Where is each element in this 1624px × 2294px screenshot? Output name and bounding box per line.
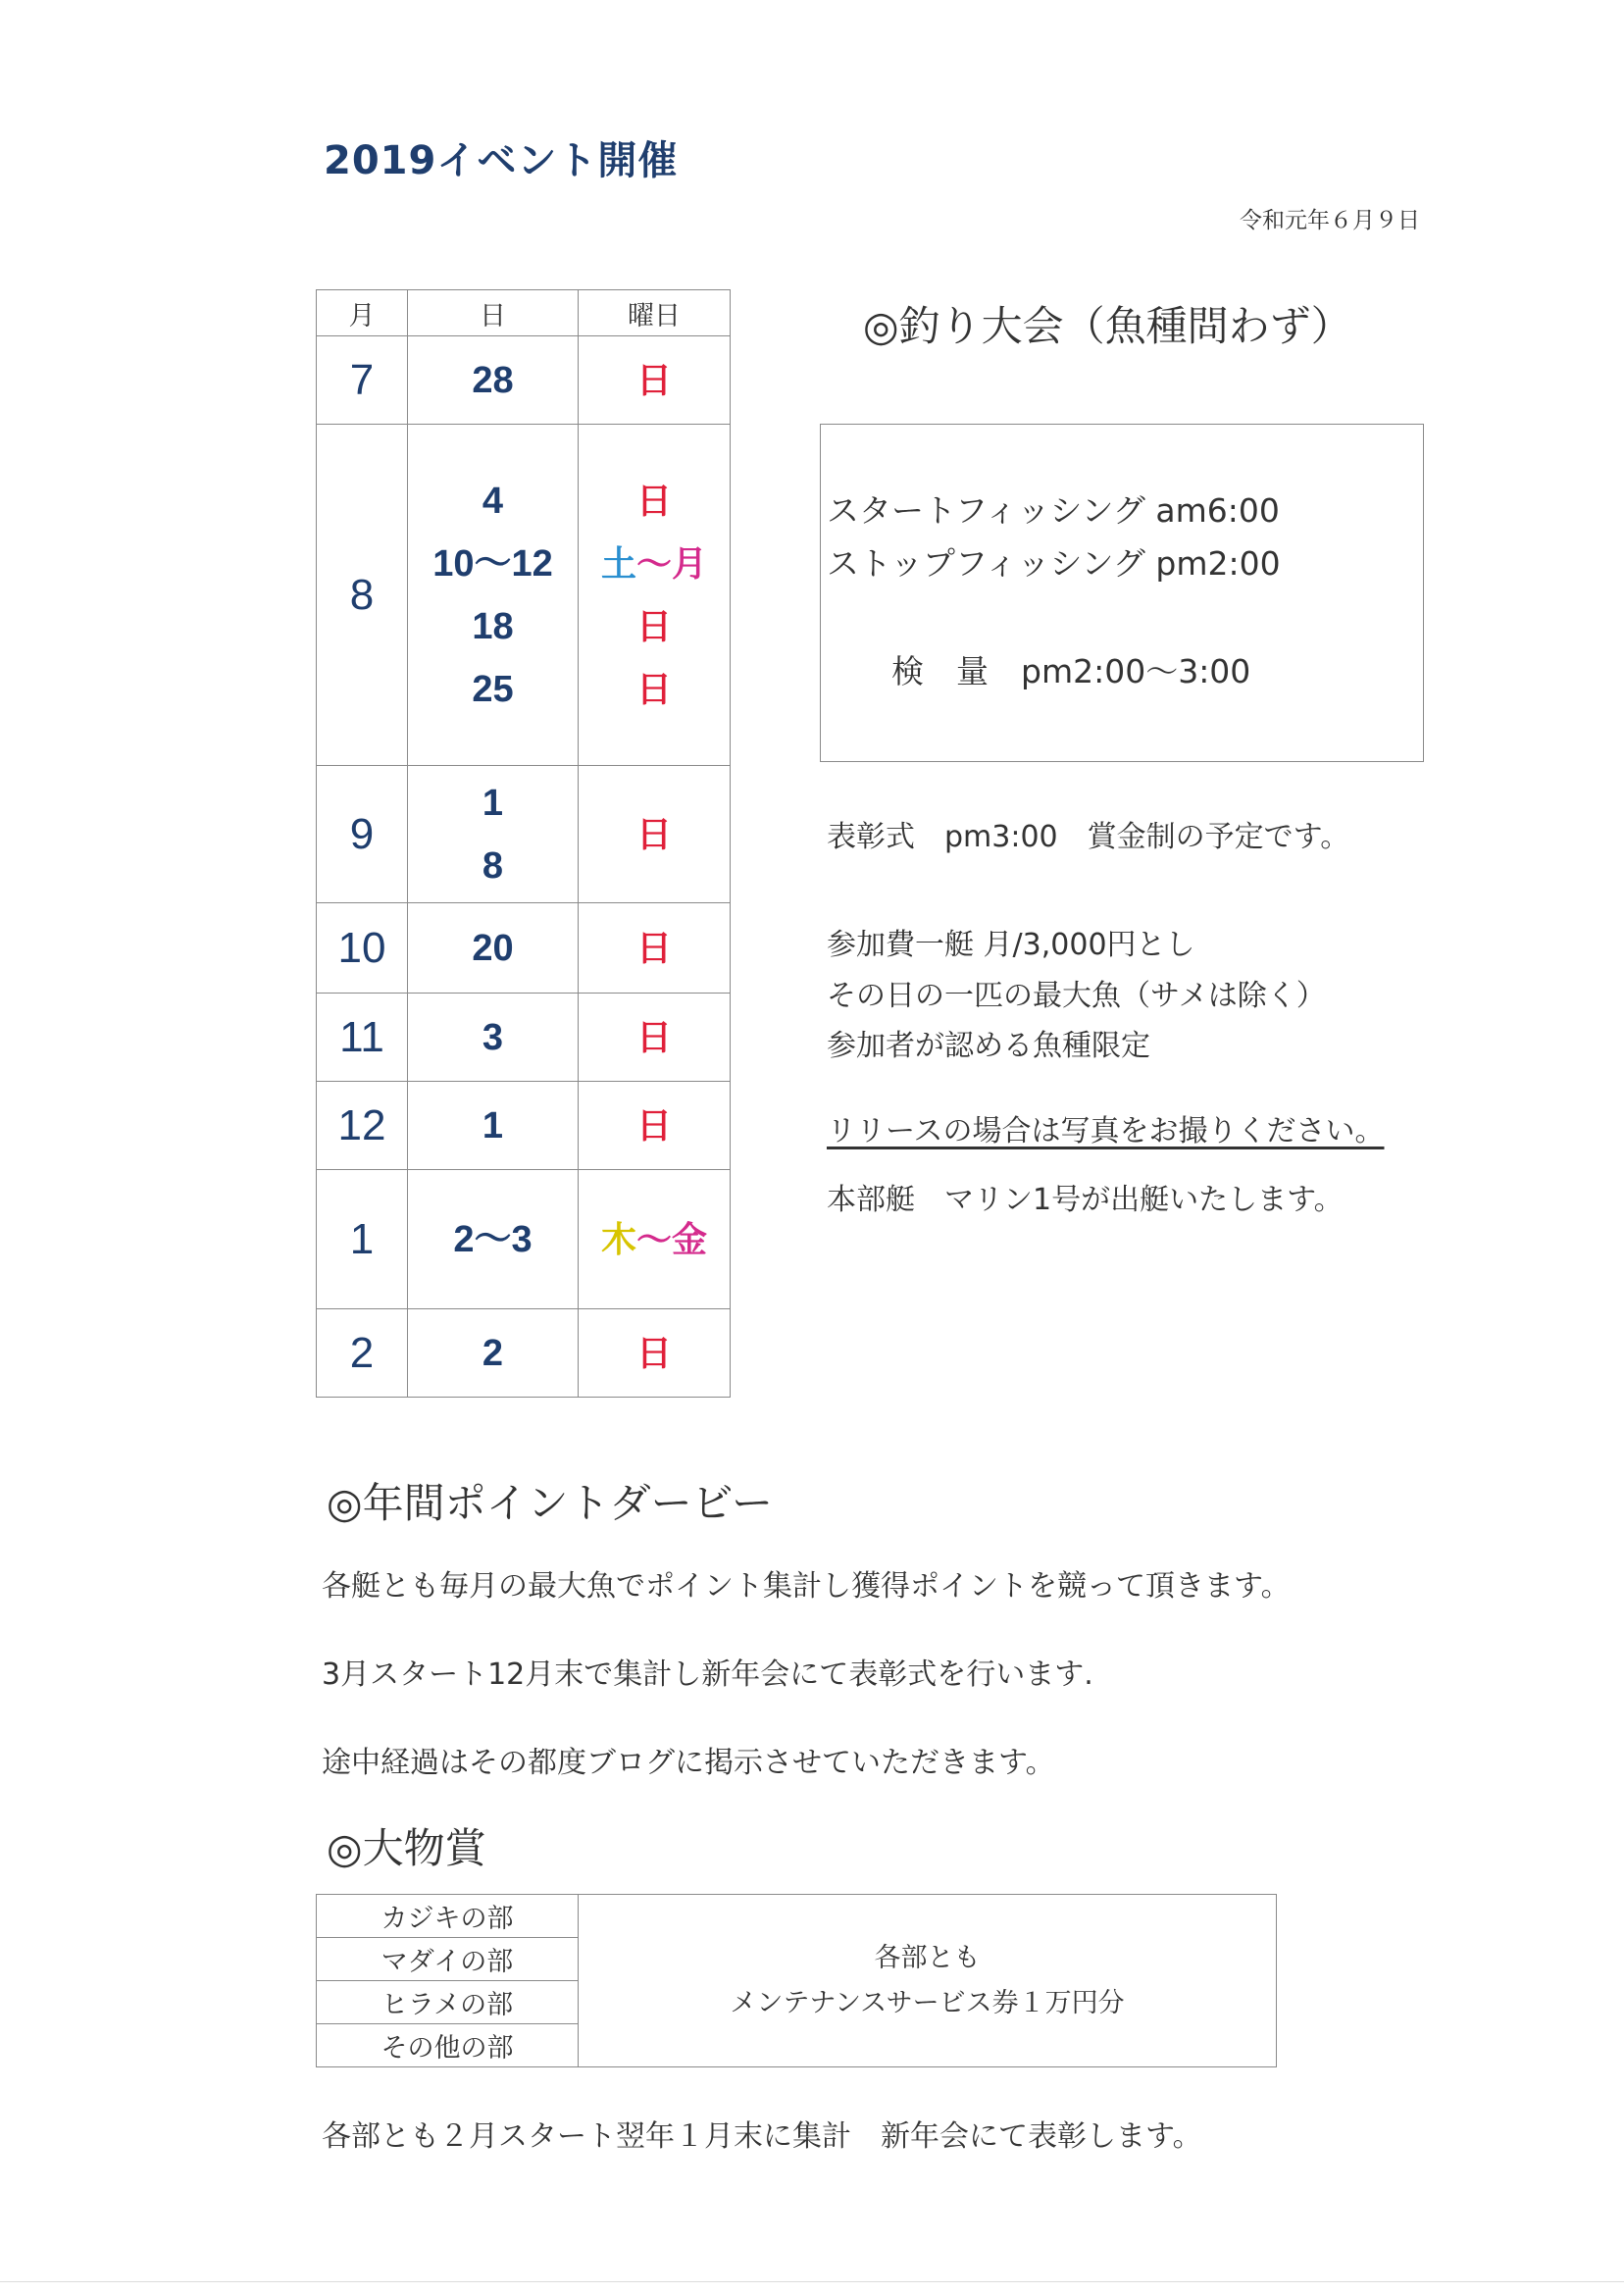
day-value: 8 bbox=[482, 844, 504, 887]
release-note: リリースの場合は写真をお撮りください。 bbox=[827, 1114, 1385, 1148]
weekday-cell bbox=[579, 766, 731, 903]
schedule-table bbox=[316, 289, 731, 1398]
weekday-value bbox=[579, 533, 730, 595]
day-value: 25 bbox=[472, 668, 514, 710]
page-title: 2019イベント開催 bbox=[324, 138, 679, 183]
weigh-in-time: 検 量 pm2:00〜3:00 bbox=[891, 652, 1251, 690]
day-value: 1 bbox=[482, 1104, 504, 1147]
schedule-row bbox=[317, 425, 731, 766]
big-fish-footer: 各部とも２月スタート翌年１月末に集計 新年会にて表彰します。 bbox=[322, 2119, 1202, 2154]
day-value: 1 bbox=[482, 782, 504, 824]
weekday-value bbox=[579, 1208, 730, 1271]
prize-line: メンテナンスサービス券１万円分 bbox=[730, 1987, 1125, 2018]
fee-line: 参加者が認める魚種限定 bbox=[827, 1029, 1150, 1063]
fishing-times-box bbox=[820, 424, 1424, 762]
page-bottom-divider bbox=[0, 2281, 1624, 2282]
day-cell bbox=[408, 1170, 579, 1309]
day-value: 28 bbox=[472, 359, 514, 401]
big-fish-heading: ◎大物賞 bbox=[327, 1824, 486, 1872]
table-row bbox=[317, 1895, 1277, 1938]
weekday-part: 木 bbox=[600, 1218, 636, 1259]
weekday-value: 日 bbox=[635, 1332, 672, 1373]
day-value: 2 bbox=[482, 1332, 504, 1374]
schedule-body bbox=[317, 336, 731, 1398]
weekday-part: 土 bbox=[600, 542, 636, 584]
month-cell: 7 bbox=[317, 336, 408, 425]
month-cell: 9 bbox=[317, 766, 408, 903]
prize-line: 各部とも bbox=[874, 1942, 981, 1973]
category-cell: カジキの部 bbox=[317, 1895, 579, 1938]
schedule-row bbox=[317, 1082, 731, 1170]
document-date: 令和元年６月９日 bbox=[1240, 208, 1420, 233]
fishing-heading: ◎釣り大会（魚種問わず） bbox=[863, 302, 1352, 350]
derby-heading: ◎年間ポイントダービー bbox=[327, 1479, 773, 1527]
derby-text: 途中経過はその都度ブログに掲示させていただきます。 bbox=[322, 1746, 1055, 1780]
weekday-value: 日 bbox=[635, 927, 672, 968]
hq-boat-note: 本部艇 マリン1号が出艇いたします。 bbox=[827, 1183, 1344, 1217]
day-cell bbox=[408, 994, 579, 1082]
schedule-row bbox=[317, 766, 731, 903]
weekday-part: 〜月 bbox=[636, 542, 708, 584]
day-cell bbox=[408, 903, 579, 994]
weekday-value: 日 bbox=[635, 1104, 672, 1146]
category-cell: その他の部 bbox=[317, 2024, 579, 2067]
header-weekday: 曜日 bbox=[579, 290, 731, 336]
day-cell bbox=[408, 336, 579, 425]
header-month: 月 bbox=[317, 290, 408, 336]
schedule-row bbox=[317, 336, 731, 425]
weekday-cell bbox=[579, 1309, 731, 1398]
month-cell: 2 bbox=[317, 1309, 408, 1398]
start-fishing-time: スタートフィッシング am6:00 bbox=[827, 491, 1280, 530]
month-cell: 10 bbox=[317, 903, 408, 994]
month-cell: 12 bbox=[317, 1082, 408, 1170]
header-day: 日 bbox=[408, 290, 579, 336]
weekday-value: 日 bbox=[635, 359, 672, 400]
weekday-value: 日 bbox=[635, 1016, 672, 1057]
weekday-cell bbox=[579, 1170, 731, 1309]
weekday-value: 日 bbox=[635, 605, 672, 646]
weekday-part: 〜金 bbox=[636, 1218, 708, 1259]
month-cell: 1 bbox=[317, 1170, 408, 1309]
weekday-cell bbox=[579, 336, 731, 425]
day-value: 4 bbox=[482, 480, 504, 522]
day-cell bbox=[408, 1082, 579, 1170]
schedule-row bbox=[317, 994, 731, 1082]
day-value: 18 bbox=[472, 605, 514, 647]
weekday-cell bbox=[579, 994, 731, 1082]
weekday-cell bbox=[579, 425, 731, 766]
day-value: 2〜3 bbox=[453, 1218, 533, 1260]
schedule-header-row bbox=[317, 290, 731, 336]
schedule-row bbox=[317, 903, 731, 994]
day-value: 20 bbox=[472, 927, 514, 969]
day-cell bbox=[408, 766, 579, 903]
weekday-cell bbox=[579, 903, 731, 994]
day-cell bbox=[408, 425, 579, 766]
stop-fishing-time: ストップフィッシング pm2:00 bbox=[827, 544, 1281, 583]
weekday-value: 日 bbox=[635, 668, 672, 709]
weekday-cell bbox=[579, 1082, 731, 1170]
derby-text: 3月スタート12月末で集計し新年会にて表彰式を行います. bbox=[322, 1657, 1093, 1692]
fee-line: 参加費一艇 月/3,000円とし bbox=[827, 928, 1195, 962]
month-cell: 8 bbox=[317, 425, 408, 766]
category-cell: ヒラメの部 bbox=[317, 1981, 579, 2024]
fee-line: その日の一匹の最大魚（サメは除く） bbox=[827, 979, 1326, 1013]
weekday-value: 日 bbox=[635, 813, 672, 854]
schedule-row bbox=[317, 1170, 731, 1309]
schedule-row bbox=[317, 1309, 731, 1398]
big-fish-table bbox=[316, 1894, 1277, 2067]
weekday-value: 日 bbox=[635, 480, 672, 521]
category-cell: マダイの部 bbox=[317, 1938, 579, 1981]
day-value: 10〜12 bbox=[432, 542, 553, 585]
derby-text: 各艇とも毎月の最大魚でポイント集計し獲得ポイントを競って頂きます。 bbox=[322, 1569, 1291, 1604]
month-cell: 11 bbox=[317, 994, 408, 1082]
prize-cell bbox=[579, 1895, 1277, 2067]
day-value: 3 bbox=[482, 1016, 504, 1058]
award-ceremony-time: 表彰式 pm3:00 賞金制の予定です。 bbox=[827, 820, 1350, 854]
day-cell bbox=[408, 1309, 579, 1398]
